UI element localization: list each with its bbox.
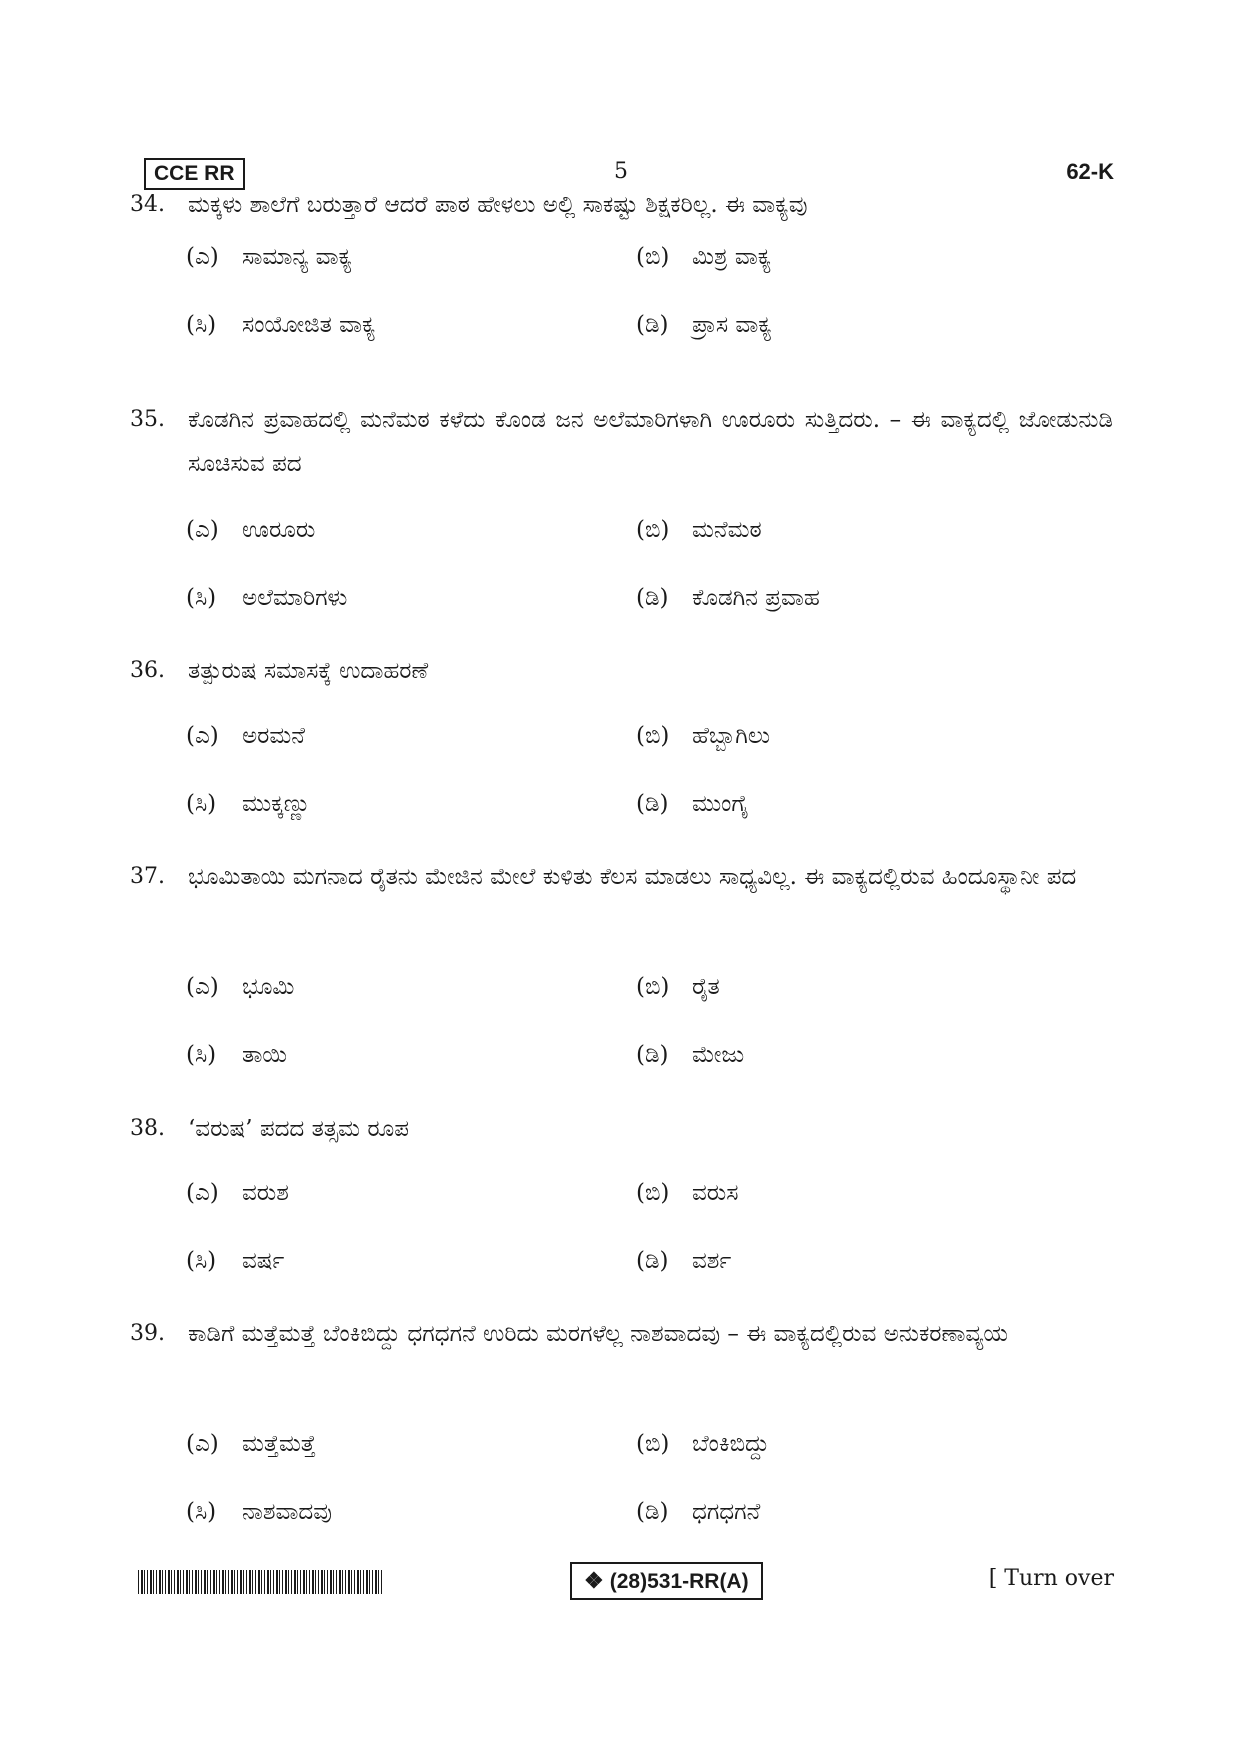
options-38 (186, 1176, 1086, 1316)
options-39 (186, 1427, 1086, 1567)
option-text: ವರ್ಶ (692, 1248, 732, 1274)
option-b[interactable] (636, 970, 720, 1004)
option-label: (ಸಿ) (186, 1042, 217, 1068)
question-number: 38. (130, 1116, 165, 1141)
option-label: (ಎ) (186, 1180, 219, 1206)
option-text: ವರುಶ (242, 1180, 289, 1206)
option-text: ಮಿಶ್ರ ವಾಕ್ಯ (692, 244, 772, 270)
option-text: ಸಾಮಾನ್ಯ ವಾಕ್ಯ (242, 244, 353, 270)
question-text: ಮಕ್ಕಳು ಶಾಲೆಗೆ ಬರುತ್ತಾರೆ ಆದರೆ ಪಾಠ ಹೇಳಲು ಅಲ್ಲಿ ಸಾಕಷ್ಟು ಶಿಕ್ಷಕರಿಲ್ಲ. ಈ ವಾಕ್ಯವು (188, 192, 808, 218)
option-label: (ಎ) (186, 517, 219, 543)
exam-code-box: CCE RR (144, 158, 245, 190)
turn-over-text: [ Turn over (988, 1566, 1114, 1591)
option-text: ಅಲೆಮಾರಿಗಳು (242, 585, 348, 611)
option-text: ಮತ್ತೆಮತ್ತೆ (242, 1431, 316, 1457)
option-label: (ಸಿ) (186, 791, 217, 817)
option-label: (ಡಿ) (636, 1042, 669, 1068)
option-text: ಭೂಮಿ (242, 974, 295, 1000)
option-d[interactable] (636, 308, 772, 342)
option-text: ಬೆಂಕಿಬಿದ್ದು (692, 1431, 770, 1457)
option-c[interactable] (186, 581, 347, 615)
option-text: ಅರಮನೆ (242, 723, 305, 749)
option-b[interactable] (636, 240, 771, 274)
page-footer (138, 1562, 1114, 1602)
question-number: 35. (130, 407, 165, 432)
serial-code: (28)531-RR(A) (609, 1570, 749, 1593)
question-text: ಕೊಡಗಿನ ಪ್ರವಾಹದಲ್ಲಿ ಮನೆಮಠ ಕಳೆದು ಕೊಂಡ ಜನ ಅಲೆಮಾರಿಗಳಾಗಿ ಊರೂರು ಸುತ್ತಿದರು. – ಈ ವಾಕ್ಯದಲ್ಲಿ ಜೋಡುನುಡಿ ಸೂಚಿಸುವ ಪದ (188, 407, 1113, 477)
option-label: (ಸಿ) (186, 1499, 217, 1525)
option-c[interactable] (186, 787, 311, 821)
options-36 (186, 719, 1086, 859)
option-c[interactable] (186, 1495, 332, 1529)
option-label: (ಎ) (186, 1431, 219, 1457)
option-a[interactable] (186, 1176, 289, 1210)
option-text: ಕೊಡಗಿನ ಪ್ರವಾಹ (692, 585, 820, 611)
question-text: ‘ವರುಷ’ ಪದದ ತತ್ಸಮ ರೂಪ (188, 1116, 409, 1142)
option-label: (ಡಿ) (636, 791, 669, 817)
option-label: (ಬಿ) (636, 974, 670, 1000)
option-label: (ಎ) (186, 723, 219, 749)
question-number: 37. (130, 864, 165, 889)
option-text: ತಾಯಿ (242, 1042, 288, 1068)
option-c[interactable] (186, 308, 376, 342)
option-label: (ಬಿ) (636, 1180, 670, 1206)
option-b[interactable] (636, 1427, 769, 1461)
option-d[interactable] (636, 787, 749, 821)
option-text: ವರ್ಷ (242, 1248, 285, 1274)
option-text: ಧಗಧಗನೆ (692, 1499, 761, 1525)
option-text: ಊರೂರು (242, 517, 316, 543)
option-a[interactable] (186, 970, 294, 1004)
option-label: (ಬಿ) (636, 723, 670, 749)
option-text: ಮುಂಗೈ (692, 791, 749, 817)
option-b[interactable] (636, 513, 762, 547)
options-34 (186, 240, 1086, 380)
question-number: 36. (130, 658, 165, 683)
option-label: (ಡಿ) (636, 1248, 669, 1274)
paper-code: 62-K (1066, 159, 1114, 184)
barcode (138, 1570, 382, 1594)
option-label: (ಸಿ) (186, 585, 217, 611)
question-text: ತತ್ಪುರುಷ ಸಮಾಸಕ್ಕೆ ಉದಾಹರಣೆ (188, 658, 429, 684)
question-text: ಕಾಡಿಗೆ ಮತ್ತೆಮತ್ತೆ ಬೆಂಕಿಬಿದ್ದು ಧಗಧಗನೆ ಉರಿದು ಮರಗಳೆಲ್ಲ ನಾಶವಾದವು – ಈ ವಾಕ್ಯದಲ್ಲಿರುವ ಅನುಕರಣಾವ್ಯಯ (188, 1321, 1008, 1347)
option-text: ನಾಶವಾದವು (242, 1499, 332, 1525)
option-text: ವರುಸ (692, 1180, 739, 1206)
option-d[interactable] (636, 1244, 731, 1278)
option-label: (ಬಿ) (636, 244, 670, 270)
option-label: (ಸಿ) (186, 312, 217, 338)
option-a[interactable] (186, 719, 305, 753)
question-text: ಭೂಮಿತಾಯಿ ಮಗನಾದ ರೈತನು ಮೇಜಿನ ಮೇಲೆ ಕುಳಿತು ಕೆಲಸ ಮಾಡಲು ಸಾಧ್ಯವಿಲ್ಲ. ಈ ವಾಕ್ಯದಲ್ಲಿರುವ ಹಿಂದೂಸ್ಥಾನೀ ಪದ (188, 864, 1077, 890)
option-a[interactable] (186, 240, 352, 274)
option-a[interactable] (186, 1427, 316, 1461)
four-diamond-icon: ❖ (584, 1568, 604, 1593)
option-a[interactable] (186, 513, 315, 547)
option-b[interactable] (636, 719, 770, 753)
option-label: (ಬಿ) (636, 517, 670, 543)
options-35 (186, 513, 1086, 653)
option-d[interactable] (636, 581, 820, 615)
option-text: ಮನೆಮಠ (692, 517, 762, 543)
option-text: ರೈತ (692, 974, 720, 1000)
option-text: ಸಂಯೋಜಿತ ವಾಕ್ಯ (242, 312, 376, 338)
option-label: (ಬಿ) (636, 1431, 670, 1457)
question-number: 39. (130, 1321, 165, 1346)
option-label: (ಎ) (186, 244, 219, 270)
option-c[interactable] (186, 1244, 284, 1278)
option-text: ಪ್ರಾಸ ವಾಕ್ಯ (692, 312, 772, 338)
option-label: (ಎ) (186, 974, 219, 1000)
option-text: ಮೇಜು (692, 1042, 745, 1068)
question-number: 34. (130, 192, 165, 217)
option-b[interactable] (636, 1176, 738, 1210)
option-d[interactable] (636, 1038, 744, 1072)
option-text: ಮುಕ್ಕಣ್ಣು (242, 791, 311, 817)
option-text: ಹೆಬ್ಬಾಗಿಲು (692, 723, 771, 749)
option-label: (ಡಿ) (636, 585, 669, 611)
page-number: 5 (614, 159, 628, 184)
option-label: (ಡಿ) (636, 1499, 669, 1525)
option-c[interactable] (186, 1038, 287, 1072)
serial-box (570, 1562, 763, 1600)
option-label: (ಡಿ) (636, 312, 669, 338)
option-label: (ಸಿ) (186, 1248, 217, 1274)
options-37 (186, 970, 1086, 1110)
option-d[interactable] (636, 1495, 760, 1529)
